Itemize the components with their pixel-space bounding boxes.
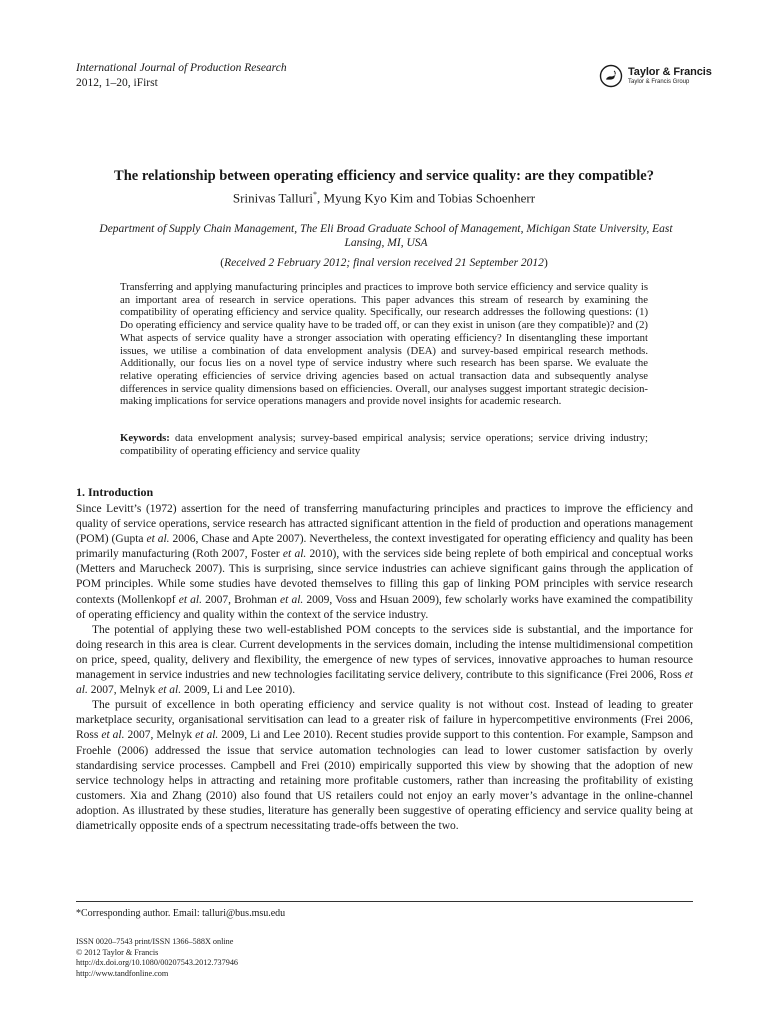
keywords xyxy=(120,432,648,457)
citation-etal: et al. xyxy=(282,548,307,561)
author-names-primary: Srinivas Talluri xyxy=(232,190,314,206)
keywords-label: Keywords: xyxy=(120,432,170,444)
journal-header xyxy=(76,61,287,91)
body-text xyxy=(76,502,693,834)
text-span: 2009, Li and Lee 2010). Recent studies provide support to this contention. For example, Sampson and Froehle (2006) addressed the issue that service automation technologies can lead to lower customer satisfaction by overly standardising service processes. Campbell and Frei (2010) empirically supported this view by showing that the adoption of new service technology helps in attracting and retaining more profitable customers, rather than increasing the profitability of existing customers. Xia and Zhang (2010) also found that US retailers could not enjoy an early mover’s advantage in the online-channel adoption. As illustrated by these studies, literature has generally been suggestive of operating efficiency and service quality being at diametrically opposite ends of a spectrum necessitating trade-offs between the two. xyxy=(76,729,693,832)
corresponding-author-mark: * xyxy=(313,190,318,199)
corresponding-author-footnote: *Corresponding author. Email: talluri@bus.msu.edu xyxy=(76,908,286,919)
author-list xyxy=(40,186,728,206)
text-span: 2006, Chase and Apte 2007). Nevertheless, the context investigated for operating efficiency and quality has been primarily manufacturing (Roth 2007, Foster xyxy=(76,533,693,561)
citation-etal: et al. xyxy=(195,729,219,742)
received-text: Received 2 February 2012; final version received 21 September 2012 xyxy=(224,257,544,269)
text-span: The potential of applying these two well-established POM concepts to the services side is substantial, and the importance for doing research in this area is clear. Current developments in the services domain, including the intense multidimensional competition on price, speed, quality, delivery and flexibility, the emergence of new types of services, innovative approaches to human resource management in service industries and new technologies facilitating service delivery, contribute to this significance (Frei 2006, Ross xyxy=(76,623,693,682)
paper-title: The relationship between operating efficiency and service quality: are they compatible? xyxy=(114,168,654,184)
footnote-divider xyxy=(76,901,693,902)
text-span: 2007, Melnyk xyxy=(124,729,196,742)
lamp-icon xyxy=(599,64,623,88)
section-heading: 1. Introduction xyxy=(76,485,154,499)
issn-line: ISSN 0020–7543 print/ISSN 1366–588X online xyxy=(76,937,234,946)
doi-link[interactable]: http://dx.doi.org/10.1080/00207543.2012.737946 xyxy=(76,958,239,967)
citation-etal: et al. xyxy=(280,593,304,606)
abstract: Transferring and applying manufacturing principles and practices to improve both service efficiency and service quality is an important area of research in service operations. This paper advances this stream of research by examining the compatibility of operating efficiency and service quality. Specifically, our research addresses the following questions: (1) Do operating efficiency and service quality have to be traded off, or can they exist in unison (are they compatible)? and (2) What aspects of service quality have a stronger association with operating efficiency? In disentangling these important issues, we utilise a combination of data envelopment analysis (DEA) and survey-based empirical research methods. Additionally, our focus lies on a novel type of service industry where such research has been sparse. We evaluate the relative operating efficiencies of service driving agencies based on actual transaction data and subsequently analyse differences in service quality dimensions based on efficiencies. Overall, our analyses suggest important strategic decision-making implications for service operations managers and provide novel insights for academic research. xyxy=(120,281,648,408)
paragraph xyxy=(76,698,693,834)
paragraph xyxy=(76,502,693,623)
text-span: 2010), with the services side being replete of both empirical and conceptual works (Metters and Marucheck 2007). This is surprising, since service industries can achieve significant gains through the application of POM principles. While some studies have devoted themselves to filling this gap of linking POM principles with service research contexts (Mollenkopf xyxy=(76,548,694,606)
journal-name: International Journal of Production Research xyxy=(76,62,287,74)
text-span: 2007, Melnyk xyxy=(87,684,159,697)
received-dates: (Received 2 February 2012; final version received 21 September 2012) xyxy=(220,257,548,269)
citation-etal: et al. xyxy=(101,729,125,742)
publisher-name: Taylor & Francis xyxy=(628,66,712,78)
citation-etal: et al. xyxy=(146,533,170,546)
website-link[interactable]: http://www.tandfonline.com xyxy=(76,968,169,978)
keywords-text: data envelopment analysis; survey-based empirical analysis; service operations; service driving industry; compatibility of operating efficiency and service quality xyxy=(120,432,648,457)
author-names-rest: , Myung Kyo Kim and Tobias Schoenherr xyxy=(317,190,536,206)
copyright-line: © 2012 Taylor & Francis xyxy=(76,947,159,957)
affiliation: Department of Supply Chain Management, The Eli Broad Graduate School of Management, Michigan State University, East Lansing, MI, USA xyxy=(99,223,673,249)
text-span: Since Levitt’s (1972) assertion for the need of transferring manufacturing principles and practices to improve the efficiency and quality of service operations, service research has attracted significant attention in the field of production and operations management (POM) (Gupta xyxy=(76,503,693,546)
publisher-logo xyxy=(599,64,712,88)
citation-etal: et al. xyxy=(178,593,202,606)
paragraph xyxy=(76,623,693,698)
issue-line: 2012, 1–20, iFirst xyxy=(76,77,158,89)
text-span: 2009, Voss and Hsuan 2009), few scholarly works have examined the compatibility of operating efficiency and quality within the context of the service industry. xyxy=(76,593,693,621)
citation-etal: et al. xyxy=(76,669,693,697)
imprint-block xyxy=(76,937,238,979)
citation-etal: et al. xyxy=(158,684,182,697)
publisher-group: Taylor & Francis Group xyxy=(628,79,690,85)
text-span: The pursuit of excellence in both operating efficiency and service quality is not without cost. Instead of leading to greater marketplace security, organisational servitisation can lead to a greater risk of failure in hypercompetitive environments (Frei 2006, Ross xyxy=(76,699,693,742)
text-span: 2009, Li and Lee 2010). xyxy=(181,684,296,697)
text-span: 2007, Brohman xyxy=(201,593,281,606)
